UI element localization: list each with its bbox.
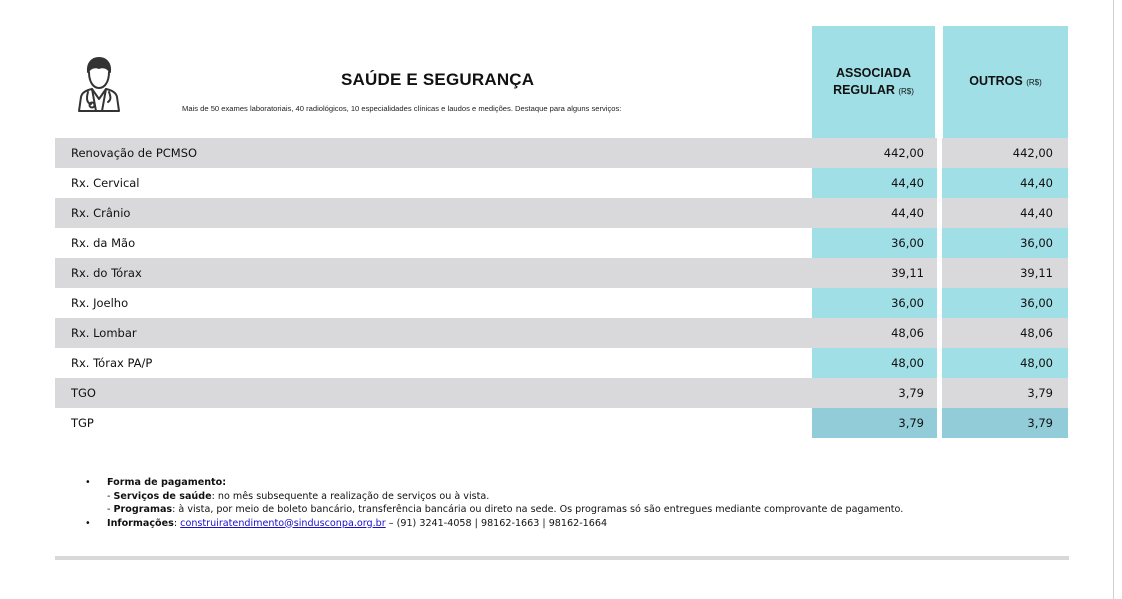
price-associada: 36,00 xyxy=(812,288,937,318)
price-outros: 3,79 xyxy=(942,378,1068,408)
column-header-associada-line2: REGULAR xyxy=(833,82,895,97)
table-row xyxy=(55,378,1068,408)
health-prefix: - xyxy=(107,490,114,502)
column-header-associada-line1: ASSOCIADA xyxy=(835,65,911,80)
bullet-icon: • xyxy=(85,477,91,488)
price-associada: 44,40 xyxy=(812,168,937,198)
note-info xyxy=(83,517,903,531)
price-outros: 44,40 xyxy=(942,168,1068,198)
table-row xyxy=(55,348,1068,378)
programs-label: Programas xyxy=(113,504,173,515)
section-header xyxy=(55,26,1068,138)
table-row xyxy=(55,318,1068,348)
price-associada: 442,00 xyxy=(812,138,937,168)
note-programs xyxy=(83,503,903,517)
table-row xyxy=(55,228,1068,258)
info-label: Informações xyxy=(107,517,174,529)
page-edge-line xyxy=(1113,0,1114,599)
price-outros: 3,79 xyxy=(942,408,1068,438)
page-title: SAÚDE E SEGURANÇA xyxy=(341,70,535,89)
service-name: Rx. Cervical xyxy=(55,168,812,198)
price-outros: 442,00 xyxy=(942,138,1068,168)
health-label: Serviços de saúde xyxy=(113,490,212,502)
programs-prefix: - xyxy=(107,504,114,515)
bullet-icon: • xyxy=(85,517,91,529)
table-row xyxy=(55,288,1068,318)
price-outros: 48,00 xyxy=(942,348,1068,378)
service-name: TGO xyxy=(55,378,812,408)
table-row xyxy=(55,258,1068,288)
contact-email-link[interactable]: construiratendimento@sindusconpa.org.br xyxy=(180,517,386,529)
price-outros: 36,00 xyxy=(942,228,1068,258)
table-row xyxy=(55,168,1068,198)
column-header-outros-unit: (R$) xyxy=(1026,78,1042,87)
page-subtitle: Mais de 50 exames laboratoriais, 40 radiológicos, 10 especialidades clínicas e laudos e medições. Destaque para alguns serviços: xyxy=(182,104,622,113)
service-name: Rx. Joelho xyxy=(55,288,812,318)
health-text: : no mês subsequente a realização de serviços ou à vista. xyxy=(211,490,490,502)
table-row xyxy=(55,198,1068,228)
service-name: Rx. da Mão xyxy=(55,228,812,258)
price-outros: 39,11 xyxy=(942,258,1068,288)
column-separator xyxy=(935,32,943,138)
programs-text: : à vista, por meio de boleto bancário, transferência bancária ou direto na sede. Os programas só são entregues mediante comprovante de pagamento. xyxy=(172,504,904,515)
price-associada: 3,79 xyxy=(812,408,937,438)
price-associada: 48,06 xyxy=(812,318,937,348)
footer-divider xyxy=(55,556,1069,560)
table-row xyxy=(55,408,1068,438)
payment-notes xyxy=(83,476,903,530)
price-associada: 36,00 xyxy=(812,228,937,258)
column-header-associada xyxy=(812,26,935,138)
payment-title: Forma de pagamento: xyxy=(107,477,227,488)
service-name: TGP xyxy=(55,408,812,438)
price-associada: 39,11 xyxy=(812,258,937,288)
table-row xyxy=(55,138,1068,168)
service-name: Renovação de PCMSO xyxy=(55,138,812,168)
price-outros: 48,06 xyxy=(942,318,1068,348)
price-table xyxy=(55,138,1068,438)
info-phones: – (91) 3241-4058 | 98162-1663 | 98162-1664 xyxy=(385,517,608,529)
service-name: Rx. Tórax PA/P xyxy=(55,348,812,378)
note-health xyxy=(83,490,903,504)
column-header-associada-unit: (R$) xyxy=(898,86,914,96)
service-name: Rx. Crânio xyxy=(55,198,812,228)
info-colon: : xyxy=(173,517,181,529)
column-header-outros-label: OUTROS xyxy=(969,74,1023,88)
price-associada: 48,00 xyxy=(812,348,937,378)
price-associada: 44,40 xyxy=(812,198,937,228)
price-associada: 3,79 xyxy=(812,378,937,408)
note-payment-title xyxy=(83,476,903,490)
service-name: Rx. do Tórax xyxy=(55,258,812,288)
column-header-outros xyxy=(943,26,1068,138)
service-name: Rx. Lombar xyxy=(55,318,812,348)
price-outros: 44,40 xyxy=(942,198,1068,228)
price-outros: 36,00 xyxy=(942,288,1068,318)
doctor-icon xyxy=(75,56,123,112)
